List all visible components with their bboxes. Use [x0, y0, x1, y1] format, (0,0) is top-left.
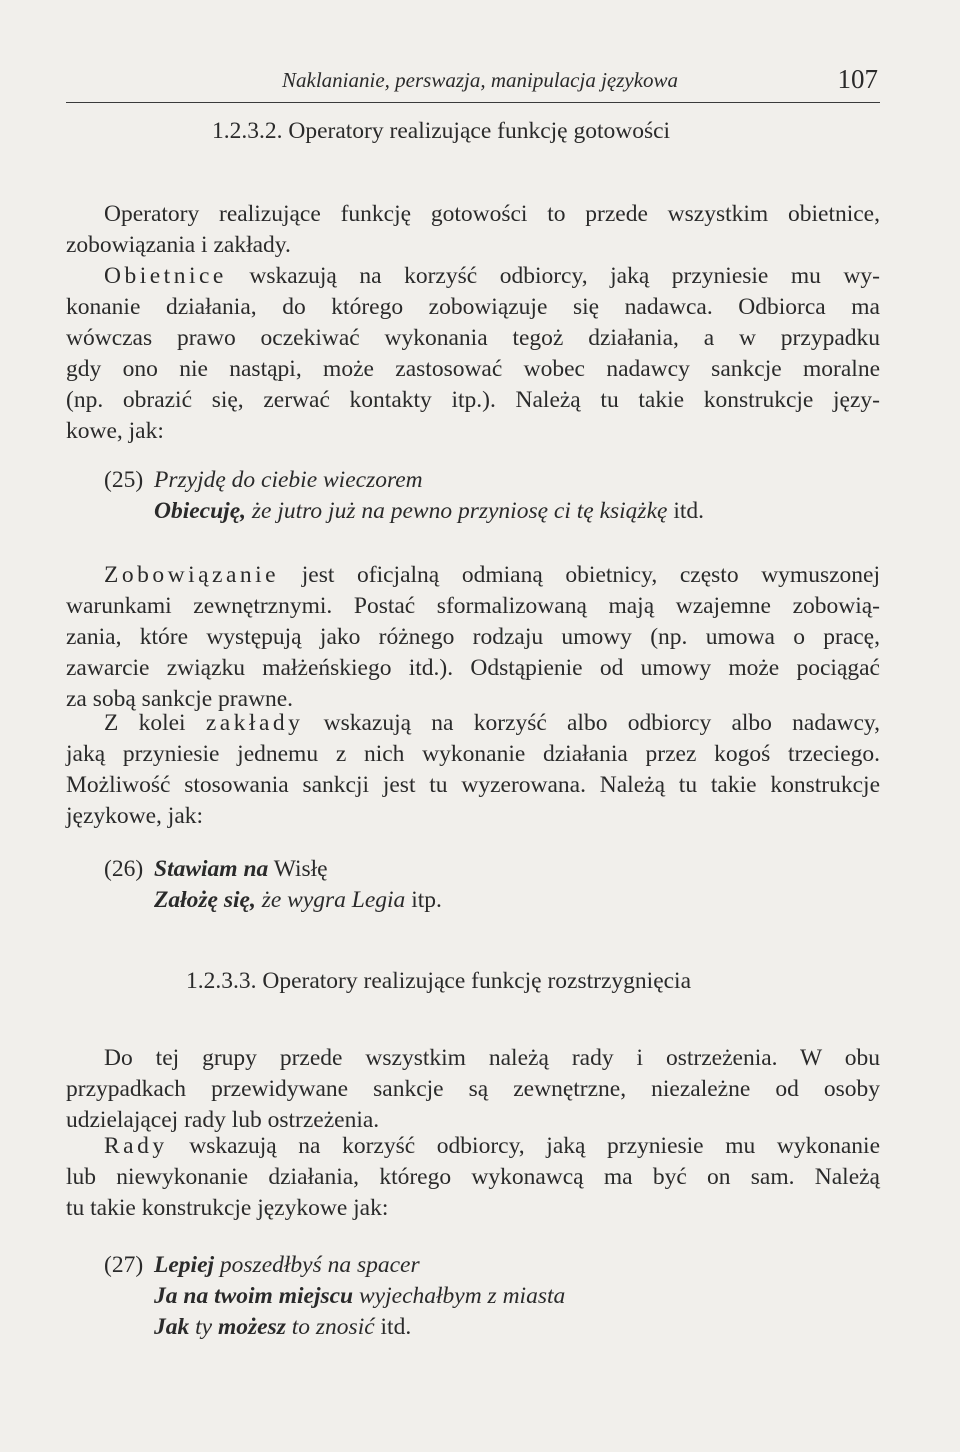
example-26: (26) Stawiam na Wisłę Założę się, że wygra Legia itp.: [104, 856, 442, 913]
text-line: lub niewykonanie działania, którego wykonawcą ma być on sam. Należą: [66, 1164, 880, 1190]
text-line: zobowiązania i zakłady.: [66, 232, 291, 258]
text-line: konanie działania, do którego zobowiązuje się nadawca. Odbiorca ma: [66, 294, 880, 320]
running-title: Naklanianie, perswazja, manipulacja językowa: [282, 68, 679, 92]
text-line: jaką przyniesie jednemu z nich wykonanie działania przez kogoś trzeciego.: [66, 741, 880, 767]
term-zaklady: zakłady: [205, 710, 304, 736]
example-number: (25): [104, 467, 144, 493]
text-line: Operatory realizujące funkcję gotowości to przede wszystkim obietnice,: [104, 201, 880, 227]
page-number: 107: [837, 64, 878, 94]
paragraph-rady: [66, 1131, 880, 1224]
text-line: Zobowiązanie jest oficjalną odmianą obietnicy, często wymuszonej: [104, 562, 880, 588]
paragraph-rady-ostrzezenia: [66, 1043, 880, 1136]
text-line: Obietnice wskazują na korzyść odbiorcy, jaką przyniesie mu wy-: [104, 263, 880, 289]
text-line: Możliwość stosowania sankcji jest tu wyzerowana. Należą tu takie konstrukcje: [66, 772, 880, 798]
text-line: tu takie konstrukcje językowe jak:: [66, 1195, 389, 1221]
text-line: Do tej grupy przede wszystkim należą rady i ostrzeżenia. W obu: [104, 1045, 880, 1071]
text-line: wówczas prawo oczekiwać wykonania tegoż działania, a w przypadku: [66, 325, 880, 351]
text-line: językowe, jak:: [66, 803, 204, 829]
term-obietnice: Obietnice: [104, 263, 227, 289]
example-25: (25) Przyjdę do ciebie wieczorem Obiecuję, że jutro już na pewno przyniosę ci tę książkę itd.: [104, 467, 704, 524]
paragraph-obietnice: [66, 261, 880, 447]
text-line: zania, które występują jako różnego rodzaju umowy (np. umowa o pracę,: [66, 624, 880, 650]
paragraph-intro: [66, 199, 880, 261]
text-line: (np. obrazić się, zerwać kontakty itp.). Należą tu takie konstrukcje języ-: [66, 387, 880, 413]
paragraph-zobowiazanie: [66, 560, 880, 715]
section-heading-1-2-3-2: 1.2.3.2. Operatory realizujące funkcję gotowości: [212, 118, 671, 144]
text-line: Z kolei zakłady wskazują na korzyść albo odbiorcy albo nadawcy,: [104, 710, 881, 736]
example-bold-phrase: Ja na twoim miejscu: [154, 1283, 354, 1309]
text-line: przypadkach przewidywane sankcje są zewnętrzne, niezależne od osoby: [66, 1076, 880, 1102]
example-bold-phrase: Stawiam na: [154, 856, 269, 882]
term-zobowiazanie: Zobowiązanie: [104, 562, 280, 588]
text-line: zawarcie związku małżeńskiego itd.). Odstąpienie od umowy może pociągać: [66, 655, 880, 681]
example-bold-phrase: Obiecuję,: [154, 498, 247, 524]
example-number: (27): [104, 1252, 144, 1278]
text-line: za sobą sankcje prawne.: [66, 686, 294, 712]
example-27: (27) Lepiej poszedłbyś na spacer Ja na twoim miejscu wyjechałbym z miasta Jak ty możesz to znosić itd.: [104, 1252, 566, 1340]
text-line: Rady wskazują na korzyść odbiorcy, jaką przyniesie mu wykonanie: [104, 1133, 880, 1159]
section-heading-1-2-3-3: 1.2.3.3. Operatory realizujące funkcję rozstrzygnięcia: [186, 968, 692, 994]
text-line: warunkami zewnętrznymi. Postać sformalizowaną mają wzajemne zobowią-: [66, 593, 880, 619]
example-number: (26): [104, 856, 144, 882]
example-line: Przyjdę do ciebie wieczorem: [154, 467, 423, 493]
term-rady: Rady: [104, 1133, 168, 1159]
page-header: [66, 62, 880, 103]
text-line: kowe, jak:: [66, 418, 164, 444]
example-bold-phrase: Lepiej: [154, 1252, 215, 1278]
example-bold-phrase: Jak: [154, 1314, 190, 1340]
text-line: udzielającej rady lub ostrzeżenia.: [66, 1107, 380, 1133]
paragraph-zaklady: [66, 708, 880, 832]
text-line: gdy ono nie nastąpi, może zastosować wobec nadawcy sankcje moralne: [66, 356, 880, 382]
example-bold-phrase: Założę się,: [154, 887, 256, 913]
